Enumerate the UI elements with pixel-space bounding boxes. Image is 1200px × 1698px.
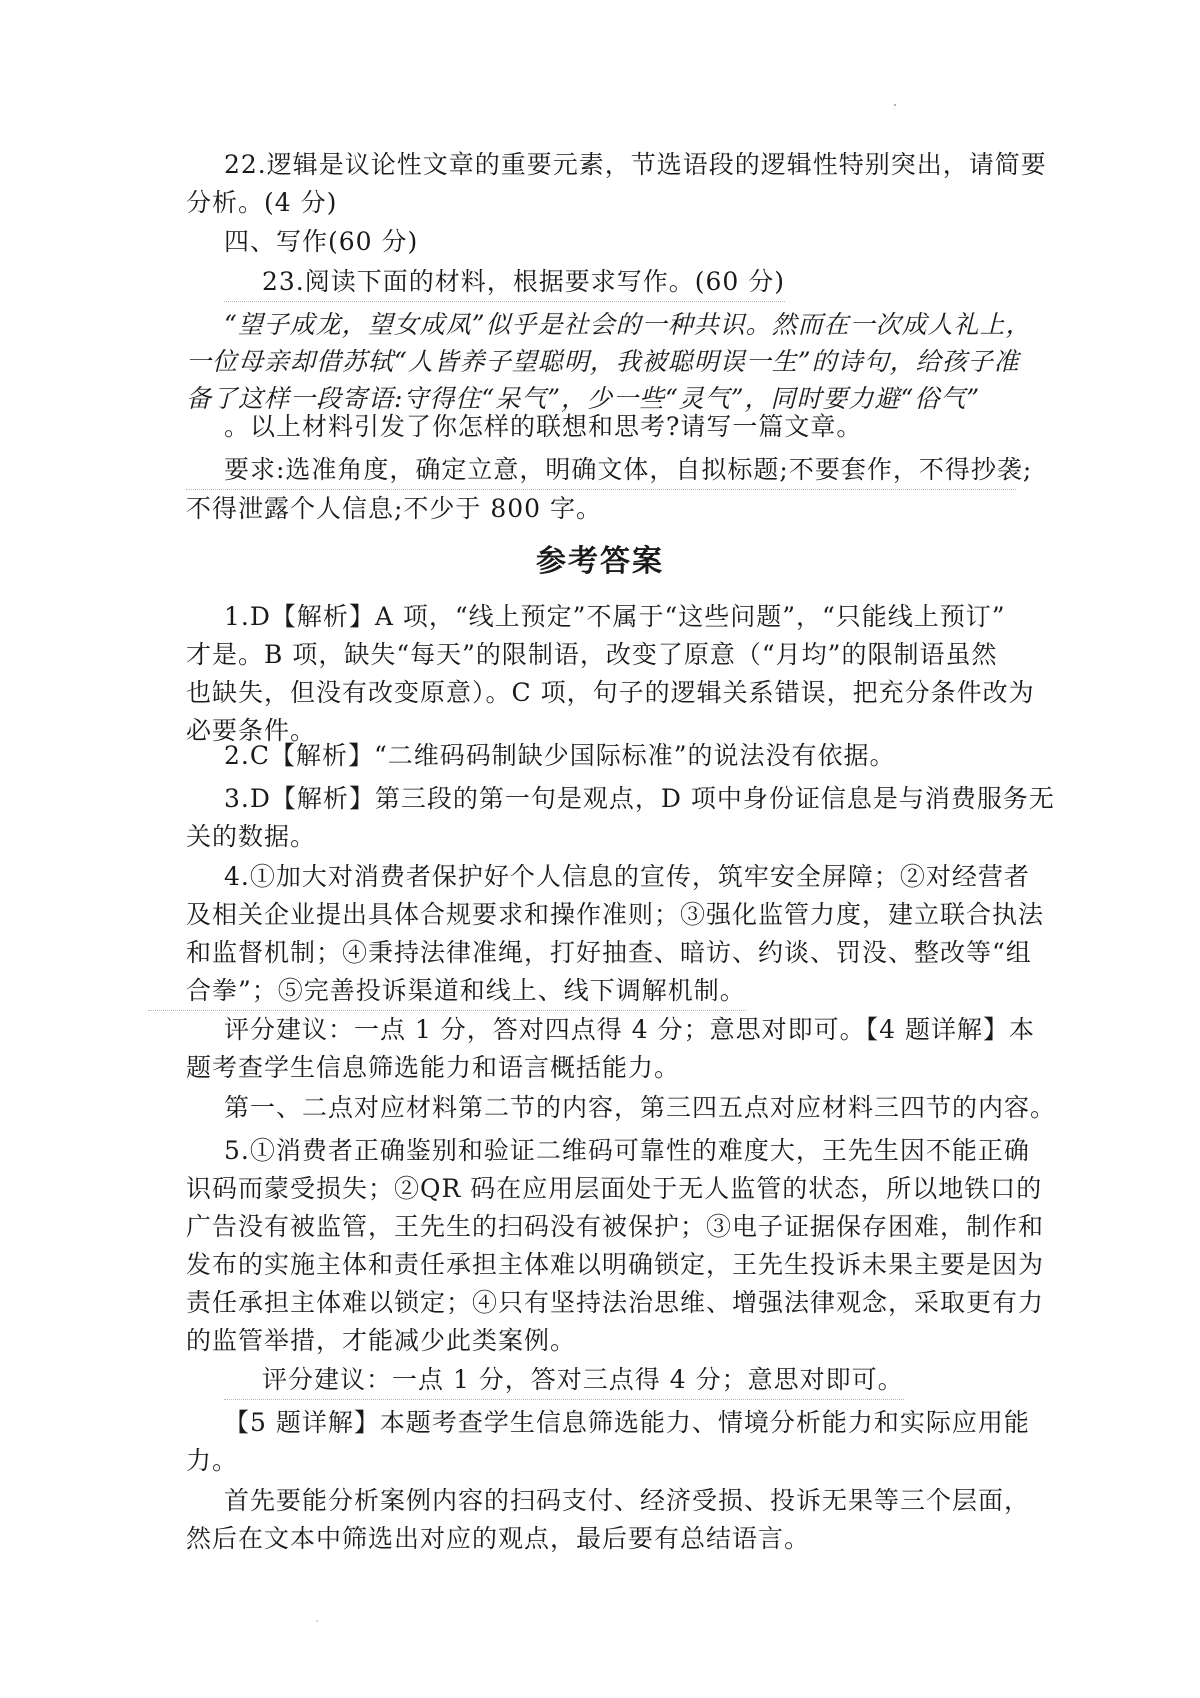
answer-4-scoring: [186, 1011, 1035, 1087]
answer-5-scoring: [186, 1361, 1016, 1400]
answer-5-method: [186, 1482, 1031, 1558]
text-line: 责任承担主体难以锁定；④只有坚持法治思维、增强法律观念，采取更有力: [186, 1288, 1045, 1317]
text-line: 备了这样一段寄语:守得住“呆气”，少一些“灵气”，同时要力避“俗气”: [186, 384, 981, 413]
scan-speck: [316, 1620, 318, 1622]
text-line: 才是。B 项，缺失“每天”的限制语，改变了原意（“月均”的限制语虽然: [186, 640, 998, 669]
text-line: 【5 题详解】本题考查学生信息筛选能力、情境分析能力和实际应用能: [224, 1408, 1030, 1437]
scan-speck: [894, 104, 896, 106]
answer-3: [186, 780, 1055, 856]
answer-key-title: 参考答案: [536, 544, 664, 579]
answer-1: [186, 598, 1035, 750]
text-line: 。以上材料引发了你怎样的联想和思考?请写一篇文章。: [224, 412, 863, 441]
text-line: 1.D【解析】A 项，“线上预定”不属于“这些问题”，“只能线上预订”: [224, 602, 1006, 631]
text-line: 然后在文本中筛选出对应的观点，最后要有总结语言。: [186, 1524, 811, 1553]
text-line: 评分建议：一点 1 分，答对四点得 4 分；意思对即可。【4 题详解】本: [224, 1015, 1035, 1044]
text-line: 不得泄露个人信息;不少于 800 字。: [186, 494, 603, 523]
writing-requirements: [186, 451, 1033, 528]
text-line: 也缺失，但没有改变原意）。C 项，句子的逻辑关系错误，把充分条件改为: [186, 678, 1035, 707]
text-line: 22.逻辑是议论性文章的重要元素，节选语段的逻辑性特别突出，请简要: [224, 150, 1047, 179]
text-line: 23.阅读下面的材料，根据要求写作。(60 分): [224, 263, 785, 302]
text-line: 必要条件。: [186, 716, 317, 745]
answer-4-detail: [186, 1089, 1057, 1127]
text-line: 4.①加大对消费者保护好个人信息的宣传，筑牢安全屏障；②对经营者: [224, 862, 1030, 891]
text-line: 2.C【解析】“二维码码制缺少国际标准”的说法没有依据。: [224, 741, 896, 770]
text-line: 分析。(4 分): [186, 188, 338, 217]
text-line: 的监管举措，才能减少此类案例。: [186, 1326, 577, 1355]
text-line: 识码而蒙受损失；②QR 码在应用层面处于无人监管的状态，所以地铁口的: [186, 1174, 1043, 1203]
question-23: [186, 263, 1016, 302]
section-writing-heading: [186, 223, 1016, 261]
text-line: 第一、二点对应材料第二节的内容，第三四五点对应材料三四节的内容。: [224, 1093, 1057, 1122]
text-line: 力。: [186, 1446, 239, 1475]
text-line: 关的数据。: [186, 822, 317, 851]
answer-5-detail: [186, 1404, 1030, 1480]
text-line: 及相关企业提出具体合规要求和操作准则；③强化监管力度，建立联合执法: [186, 900, 1045, 929]
text-line: “望子成龙，望女成凤”似乎是社会的一种共识。然而在一次成人礼上，: [224, 310, 1032, 339]
text-line: 3.D【解析】第三段的第一句是观点，D 项中身份证信息是与消费服务无: [224, 784, 1055, 813]
writing-prompt: [186, 408, 1016, 446]
answer-4: [186, 858, 1045, 1011]
text-line: 首先要能分析案例内容的扫码支付、经济受损、投诉无果等三个层面，: [224, 1486, 1031, 1515]
text-line: 一位母亲却借苏轼“人皆养子望聪明，我被聪明误一生”的诗句，给孩子准: [186, 347, 1020, 376]
answer-5: [186, 1132, 1045, 1360]
text-line: 四、写作(60 分): [224, 227, 419, 256]
answer-2: [186, 737, 1016, 775]
writing-material: [186, 306, 1032, 417]
text-line: 合拳”；⑤完善投诉渠道和线上、线下调解机制。: [148, 972, 746, 1011]
text-line: 和监督机制；④秉持法律准绳，打好抽查、暗访、约谈、罚没、整改等“组: [186, 938, 1032, 967]
question-22: [186, 146, 1047, 222]
text-line: 广告没有被监管，王先生的扫码没有被保护；③电子证据保存困难，制作和: [186, 1212, 1045, 1241]
text-line: 评分建议：一点 1 分，答对三点得 4 分；意思对即可。: [224, 1361, 904, 1400]
text-line: 发布的实施主体和责任承担主体难以明确锁定，王先生投诉未果主要是因为: [186, 1250, 1045, 1279]
text-line: 5.①消费者正确鉴别和验证二维码可靠性的难度大，王先生因不能正确: [224, 1136, 1030, 1165]
text-line: 题考查学生信息筛选能力和语言概括能力。: [186, 1053, 681, 1082]
text-line: 要求:选准角度，确定立意，明确文体，自拟标题;不要套作，不得抄袭;: [186, 451, 1016, 490]
